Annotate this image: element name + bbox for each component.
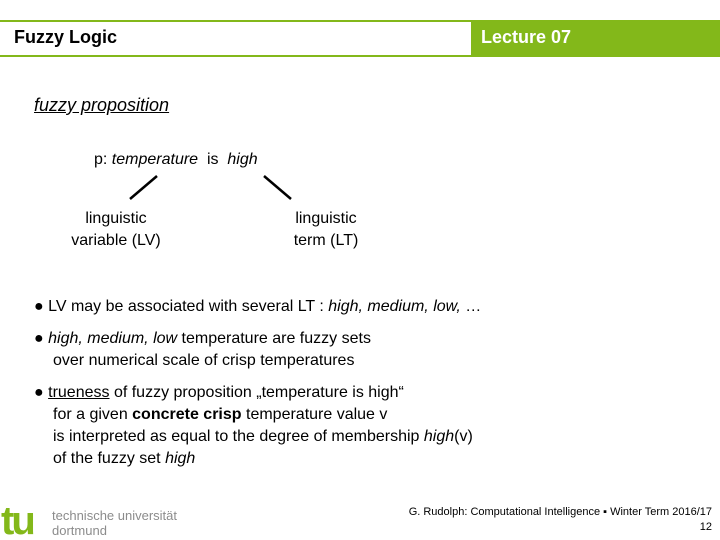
lv-label-line2: variable (LV): [71, 232, 161, 249]
slide-footer: [409, 505, 712, 535]
lv-label-line1: linguistic: [85, 210, 147, 227]
svg-text:tu: tu: [1, 500, 33, 540]
slide-topic: fuzzy proposition: [34, 95, 170, 115]
bullet-dot: ●: [34, 298, 44, 315]
trueness-term: trueness: [48, 384, 110, 401]
lt-label-line2: term (LT): [293, 232, 359, 249]
lecture-label: Lecture 07: [481, 27, 572, 47]
bullet-item: ● high, medium, low temperature are fuzzy sets over numerical scale of crisp temperatures: [34, 330, 371, 369]
bullet-dot: ●: [34, 384, 44, 401]
lt-connector: [264, 176, 291, 199]
university-name: technische universität dortmund: [52, 508, 178, 538]
bullet-dot: ●: [34, 330, 44, 347]
course-title: Fuzzy Logic: [14, 27, 117, 47]
proposition-prefix: p:: [94, 151, 108, 168]
lv-label: [52, 208, 180, 252]
proposition-term: high: [227, 151, 258, 168]
bullet-list: [34, 296, 694, 480]
footer-credit: G. Rudolph: Computational Intelligence ▪ Winter Term 2016/17: [408, 506, 712, 518]
lt-label: [270, 208, 382, 252]
proposition-variable: temperature: [111, 151, 199, 168]
lt-label-line1: linguistic: [295, 210, 357, 227]
proposition-verb: is: [206, 151, 219, 168]
page-number: 12: [699, 521, 712, 533]
bullet-item: ● LV may be associated with several LT : high, medium, low, …: [34, 298, 482, 315]
lv-connector: [130, 176, 157, 199]
tu-logo-icon: [0, 500, 50, 540]
bullet-item: ● trueness of fuzzy proposition „temperature is high“ for a given concrete crisp temperature value v is interpreted as equal to the degree of membership high(v) of the fuzzy set high: [34, 384, 473, 467]
